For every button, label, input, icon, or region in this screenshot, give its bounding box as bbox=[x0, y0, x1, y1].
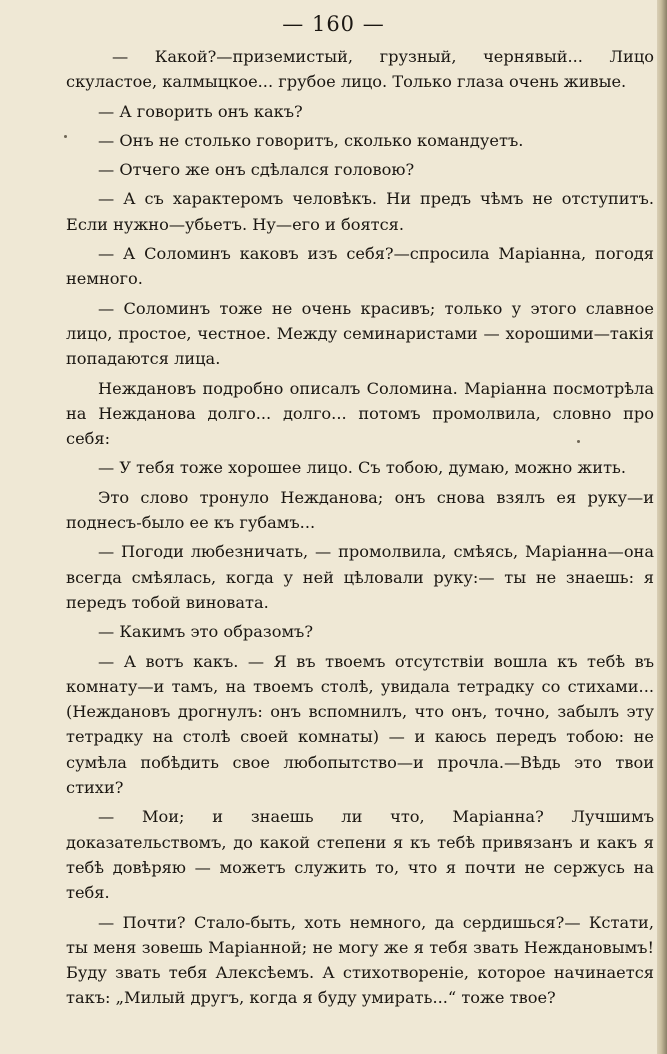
page-body bbox=[66, 44, 654, 1044]
page-edge bbox=[657, 0, 667, 1054]
paragraph: — Мои; и знаешь ли что, Маріанна? Лучшимъ доказательствомъ, до какой степени я къ тебѣ привязанъ и какъ я тебѣ довѣряю — можетъ служить то, что я почти не сержусь на тебя. bbox=[66, 807, 654, 903]
paragraph: — Соломинъ тоже не очень красивъ; только у этого славное лицо, простое, честное. Между семинаристами — хорошими—такія попадаются лица. bbox=[66, 298, 654, 369]
paragraph: Это слово тронуло Нежданова; онъ снова взялъ ея руку—и поднесъ-было ее къ губамъ... bbox=[66, 487, 654, 533]
paragraph: — Почти? Стало-быть, хоть немного, да сердишься?— Кстати, ты меня зовешь Маріанной; не могу же я тебя звать Неждановымъ! Буду звать тебя Алексѣемъ. А стихотвореніе, которое начинается такъ: „Милый другъ, когда я буду умирать...“ тоже твое? bbox=[66, 912, 654, 1008]
paragraph: — А Соломинъ каковъ изъ себя?—спросила Маріанна, погодя немного. bbox=[66, 244, 654, 289]
paragraph: — Отчего же онъ сдѣлался головою? bbox=[98, 160, 415, 180]
paragraph: — У тебя тоже хорошее лицо. Съ тобою, думаю, можно жить. bbox=[98, 458, 627, 478]
paragraph: — Онъ не столько говоритъ, сколько командуетъ. bbox=[98, 130, 524, 150]
paragraph: Неждановъ подробно описалъ Соломина. Маріанна посмотрѣла на Нежданова долго... долго... потомъ промолвила, словно про себя: bbox=[66, 378, 654, 449]
paragraph: — Погоди любезничать, — промолвила, смѣясь, Маріанна—она всегда смѣялась, когда у ней цѣловали руку:— ты не знаешь: я передъ тобой виновата. bbox=[66, 542, 654, 612]
paragraph: — Какимъ это образомъ? bbox=[98, 622, 314, 642]
paragraph: — А говорить онъ какъ? bbox=[98, 101, 303, 121]
paragraph: — А вотъ какъ. — Я въ твоемъ отсутствіи вошла къ тебѣ въ комнату—и тамъ, на твоемъ столѣ, увидала тетрадку со стихами... (Неждановъ дрогнулъ: онъ вспомнилъ, что онъ, точно, забылъ эту тетрадку на столѣ своей комнаты) — и каюсь передъ тобою: не сумѣла побѣдить свое любопытство—и прочла.—Вѣдь это твои стихи? bbox=[66, 651, 654, 798]
paragraph: — Какой?—приземистый, грузный, чернявый... Лицо скуластое, калмыцкое... грубое лицо. Только глаза очень живые. bbox=[66, 47, 654, 92]
paragraph: — А съ характеромъ человѣкъ. Ни предъ чѣмъ не отступитъ. Если нужно—убьетъ. Ну—его и боятся. bbox=[66, 189, 654, 234]
page-number: — 160 — bbox=[282, 12, 385, 36]
